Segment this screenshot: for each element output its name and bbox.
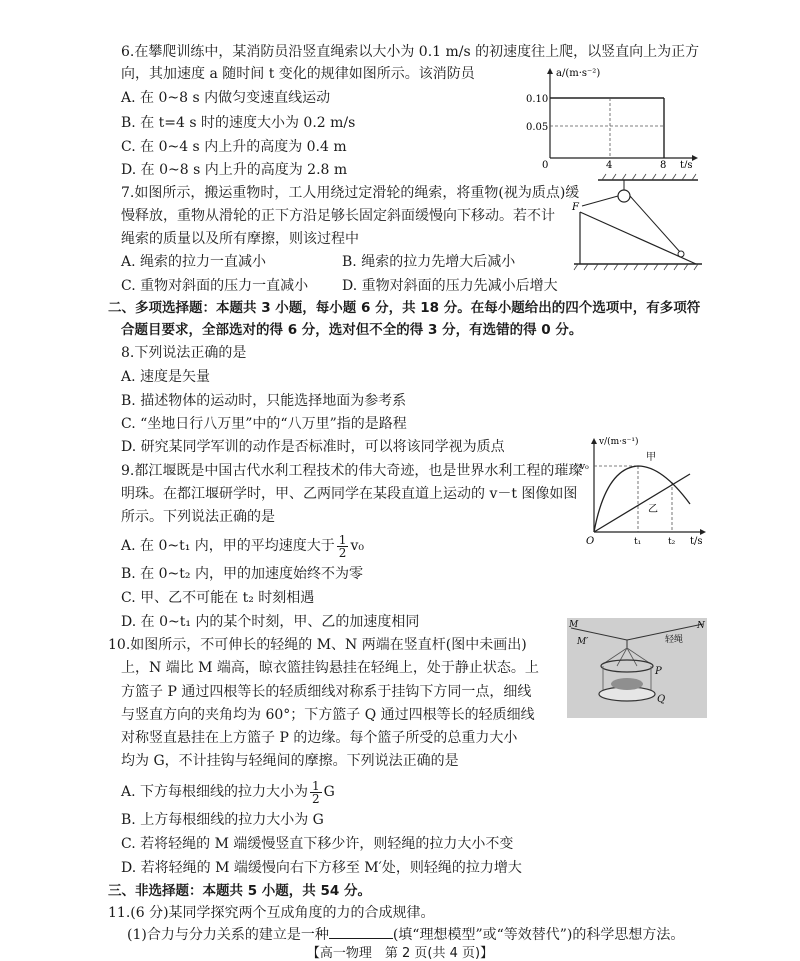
q6-graph-origin: 0	[542, 160, 549, 168]
q10-photo-label-m: M	[569, 620, 579, 630]
q9-line-yi	[594, 474, 690, 532]
q9-graph-yi-label: 乙	[648, 504, 658, 515]
q9-option-a-fraction: $\frac{1}{2}$	[338, 532, 347, 560]
q9-velocity-graph	[572, 432, 712, 548]
q7-stem-line1: 7.如图所示，搬运重物时，工人用绕过定滑轮的绳索，将重物(视为质点)缓	[121, 185, 580, 201]
q8-option-d: D. 研究某同学军训的动作是否标准时，可以将该同学视为质点	[121, 439, 505, 455]
q6-option-b: B. 在 t=4 s 时的速度大小为 0.2 m/s	[121, 115, 356, 131]
q9-stem-line1: 9.都江堰既是中国古代水利工程技术的伟大奇迹，也是世界水利工程的璀璨	[121, 463, 583, 479]
q8-stem: 8.下列说法正确的是	[121, 345, 247, 361]
q9-graph-v0: v₀	[580, 462, 589, 472]
q6-graph-xtick-4: 4	[606, 160, 613, 168]
q10-photo-label-p: P	[655, 666, 662, 677]
q6-option-d: D. 在 0~8 s 内上升的高度为 2.8 m	[121, 162, 348, 178]
q9-graph-origin: O	[586, 536, 595, 547]
q9-option-b: B. 在 0~t₂ 内，甲的加速度始终不为零	[121, 566, 363, 582]
q10-option-b: B. 上方每根细线的拉力大小为 G	[121, 812, 324, 828]
q10-photo-label-n: N	[697, 621, 705, 631]
q6-stem-line2: 向，其加速度 a 随时间 t 变化的规律如图所示。该消防员	[121, 66, 475, 82]
q10-stem-line3: 方篮子 P 通过四根等长的轻质细线对称系于挂钩下方同一点，细线	[121, 684, 532, 700]
q9-graph-ylabel: v/(m·s⁻¹)	[599, 437, 639, 447]
q10-photo-label-q: Q	[657, 694, 666, 705]
q6-graph-ylabel: a/(m·s⁻²)	[556, 68, 601, 79]
q7-pulley-diagram	[566, 172, 706, 272]
q6-graph-xlabel: t/s	[680, 160, 693, 168]
q10-stem-line2: 上，N 端比 M 端高，晾衣篮挂钩悬挂在轻绳上，处于静止状态。上	[121, 660, 539, 676]
q10-option-a-text: A. 下方每根细线的拉力大小为	[121, 784, 309, 800]
q9-option-a-v0: v₀	[350, 538, 364, 554]
q9-option-a	[121, 531, 364, 561]
q10-option-a-fraction: $\frac{1}{2}$	[312, 778, 320, 806]
q9-curve-jia	[594, 466, 690, 532]
q9-option-a-text: A. 在 0~t₁ 内，甲的平均速度大于	[121, 538, 335, 554]
q7-option-c: C. 重物对斜面的压力一直减小	[121, 278, 309, 294]
q6-acceleration-graph	[522, 62, 712, 168]
q7-option-a: A. 绳索的拉力一直减小	[121, 254, 267, 270]
q10-stem-line5: 对称竖直悬挂在上方篮子 P 的边缘。每个篮子所受的总重力大小	[121, 730, 518, 746]
q10-option-d: D. 若将轻绳的 M 端缓慢向右下方移至 M′处，则轻绳的拉力增大	[121, 860, 522, 876]
q6-graph-ytick-010: 0.10	[526, 94, 549, 105]
section2-line1: 二、多项选择题：本题共 3 小题，每小题 6 分，共 18 分。在每小题给出的四个选项中，有多项符	[108, 300, 701, 316]
q11-sub1-text-pre: (1)合力与分力关系的建立是一种	[127, 927, 329, 943]
q10-basket-photo	[567, 618, 707, 718]
q9-option-c: C. 甲、乙不可能在 t₂ 时刻相遇	[121, 590, 315, 606]
q7-force-label: F	[572, 202, 579, 213]
q10-stem-line1: 10.如图所示，不可伸长的轻绳的 M、N 两端在竖直杆(图中未画出)	[108, 637, 527, 653]
q10-photo-label-rope: 轻绳	[665, 635, 684, 645]
q9-stem-line2: 明珠。在都江堰研学时，甲、乙两同学在某段直道上运动的 v－t 图像如图	[121, 486, 578, 502]
page-footer: 【高一物理 第 2 页(共 4 页)】	[306, 946, 494, 961]
q9-graph-t1: t₁	[634, 537, 642, 547]
q8-option-b: B. 描述物体的运动时，只能选择地面为参考系	[121, 393, 407, 409]
q6-option-c: C. 在 0~4 s 内上升的高度为 0.4 m	[121, 139, 347, 155]
q6-graph-ytick-005: 0.05	[526, 122, 549, 133]
q8-option-c: C. “坐地日行八万里”中的“八万里”指的是路程	[121, 416, 407, 432]
q10-option-c: C. 若将轻绳的 M 端缓慢竖直下移少许，则轻绳的拉力大小不变	[121, 836, 514, 852]
q6-stem-line1: 6.在攀爬训练中，某消防员沿竖直绳索以大小为 0.1 m/s 的初速度往上爬，以竖直向上为正方	[121, 44, 700, 60]
q8-option-a: A. 速度是矢量	[121, 369, 211, 385]
section2-line2: 合题目要求，全部选对的得 6 分，选对但不全的得 3 分，有选错的得 0 分。	[121, 322, 583, 338]
q10-photo-label-mprime: M′	[577, 637, 589, 647]
q11-blank[interactable]	[329, 924, 393, 939]
pulley-icon	[618, 190, 630, 202]
q11-stem: 11.(6 分)某同学探究两个互成角度的力的合成规律。	[108, 905, 435, 921]
q7-option-d: D. 重物对斜面的压力先减小后增大	[342, 278, 558, 294]
q7-option-b: B. 绳索的拉力先增大后减小	[342, 254, 516, 270]
q6-graph-xtick-8: 8	[660, 160, 667, 168]
q10-stem-line4: 与竖直方向的夹角均为 60°；下方篮子 Q 通过四根等长的轻质细线	[121, 707, 535, 723]
q10-stem-line6: 均为 G，不计挂钩与轻绳间的摩擦。下列说法正确的是	[121, 753, 459, 769]
q10-option-a	[121, 777, 335, 807]
q9-stem-line3: 所示。下列说法正确的是	[121, 509, 275, 525]
q10-option-a-g: G	[323, 784, 335, 800]
q7-stem-line2: 慢释放，重物从滑轮的正下方沿足够长固定斜面缓慢向下移动。若不计	[121, 208, 555, 224]
q7-stem-line3: 绳索的质量以及所有摩擦，则该过程中	[121, 231, 359, 247]
q9-graph-xlabel: t/s	[690, 536, 703, 547]
q9-graph-jia-label: 甲	[646, 452, 656, 463]
section3-title: 三、非选择题：本题共 5 小题，共 54 分。	[108, 883, 371, 899]
q6-option-a: A. 在 0~8 s 内做匀变速直线运动	[121, 90, 331, 106]
q9-option-d: D. 在 0~t₁ 内的某个时刻，甲、乙的加速度相同	[121, 614, 420, 630]
q11-sub1-text-post: (填“理想模型”或“等效替代”)的科学思想方法。	[392, 927, 685, 943]
q9-graph-t2: t₂	[668, 537, 676, 547]
